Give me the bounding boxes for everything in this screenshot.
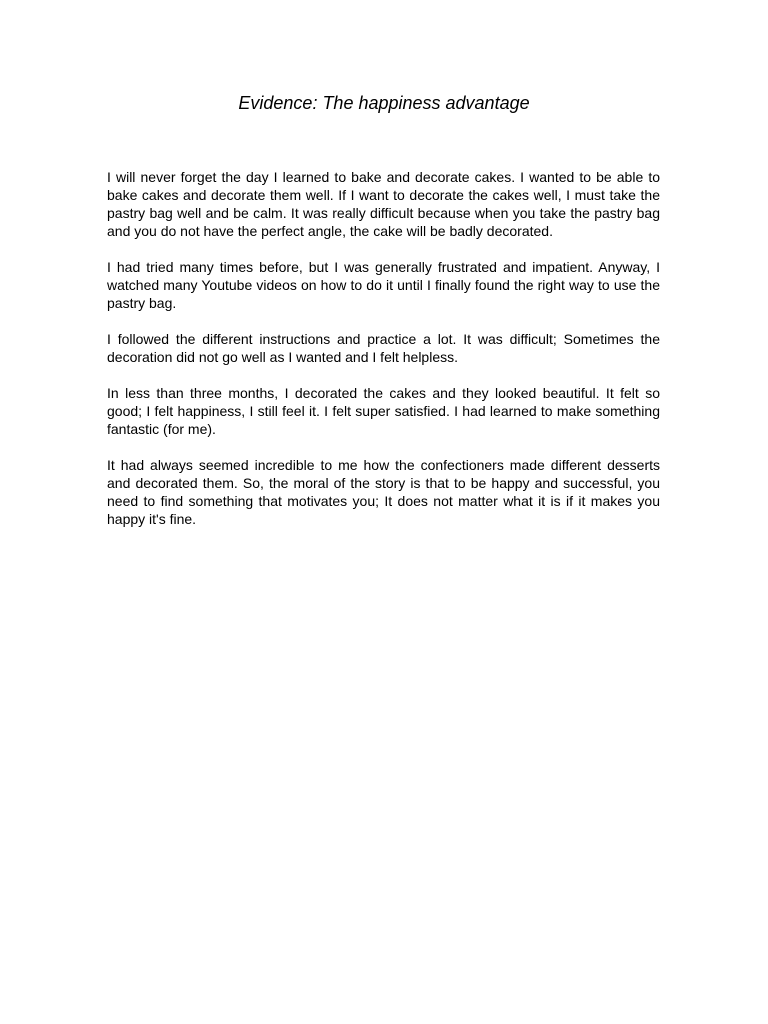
- paragraph: In less than three months, I decorated the cakes and they looked beautiful. It felt so good; I felt happiness, I still feel it. I felt super satisfied. I had learned to make something fantastic (for me).: [107, 385, 660, 437]
- paragraph: I followed the different instructions and practice a lot. It was difficult; Sometimes the decoration did not go well as I wanted and I felt helpless.: [107, 331, 660, 365]
- document-title: Evidence: The happiness advantage: [238, 93, 530, 113]
- paragraph: It had always seemed incredible to me how the confectioners made different desserts and decorated them. So, the moral of the story is that to be happy and successful, you need to find something that motivates you; It does not matter what it is if it makes you happy it's fine.: [107, 457, 660, 527]
- paragraph: I will never forget the day I learned to bake and decorate cakes. I wanted to be able to bake cakes and decorate them well. If I want to decorate the cakes well, I must take the pastry bag well and be calm. It was really difficult because when you take the pastry bag and you do not have the perfect angle, the cake will be badly decorated.: [107, 169, 660, 239]
- document-body: [107, 168, 660, 546]
- paragraph: I had tried many times before, but I was generally frustrated and impatient. Anyway, I watched many Youtube videos on how to do it until I finally found the right way to use the pastry bag.: [107, 259, 660, 311]
